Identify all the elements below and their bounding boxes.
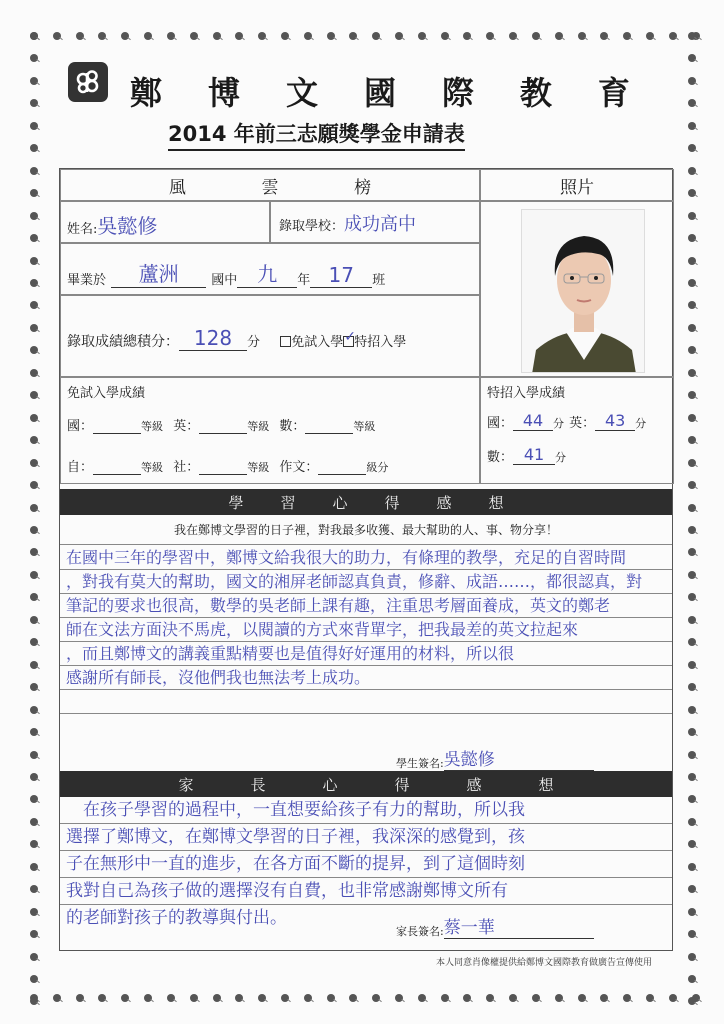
border-dot: [235, 32, 243, 40]
border-dot: [688, 885, 696, 893]
border-dot: [688, 751, 696, 759]
english-level-field[interactable]: [199, 420, 247, 434]
border-dot: [688, 840, 696, 848]
border-dot: [623, 994, 631, 1002]
border-dot: [532, 994, 540, 1002]
bar-char: 心: [322, 775, 338, 794]
parent-line: 選擇了鄭博文，在鄭博文學習的日子裡，我深深的感覺到，孩: [60, 824, 672, 851]
border-dot: [646, 994, 654, 1002]
border-dot: [395, 32, 403, 40]
border-dot: [30, 953, 38, 961]
special-admission-row-2: [487, 445, 667, 465]
border-dot: [463, 994, 471, 1002]
chinese-score-field[interactable]: 44: [513, 411, 553, 431]
border-dot: [688, 301, 696, 309]
border-dot: [30, 414, 38, 422]
border-dot: [418, 994, 426, 1002]
name-label: 姓名:: [67, 222, 98, 237]
junior-high-field[interactable]: 蘆洲: [111, 258, 206, 288]
graduation-row: [60, 243, 480, 295]
math-level-field[interactable]: [305, 420, 353, 434]
border-dot: [30, 706, 38, 714]
brand-char: 文: [285, 74, 318, 112]
border-dot: [509, 994, 517, 1002]
border-dot: [688, 930, 696, 938]
border-dot: [532, 32, 540, 40]
border-dot: [30, 638, 38, 646]
border-dot: [30, 908, 38, 916]
grade-suffix: 年: [297, 273, 311, 288]
reflection-line: ，而且鄭博文的講義重點精要也是值得好好運用的材料，所以很: [60, 642, 672, 666]
border-dot: [688, 459, 696, 467]
math-score-field[interactable]: 41: [513, 445, 555, 465]
border-dot: [600, 32, 608, 40]
border-dot: [30, 997, 38, 1005]
bar-char: 得: [394, 775, 410, 794]
border-dot: [30, 593, 38, 601]
learning-reflection-text[interactable]: [60, 546, 672, 714]
border-dot: [30, 122, 38, 130]
border-dot: [30, 257, 38, 265]
essay-level-field[interactable]: [318, 461, 366, 475]
border-dot: [30, 885, 38, 893]
border-dot: [30, 548, 38, 556]
border-dot: [688, 481, 696, 489]
border-dot: [30, 346, 38, 354]
math-label: 數：: [487, 450, 514, 465]
parent-signature-field[interactable]: 蔡一華: [444, 913, 594, 939]
border-dot: [688, 324, 696, 332]
border-dot: [395, 994, 403, 1002]
unit-label: 等級: [247, 420, 270, 433]
learning-reflection-header: [60, 489, 672, 515]
bar-char: 長: [250, 775, 266, 794]
border-dot: [30, 616, 38, 624]
bar-char: 習: [280, 493, 296, 512]
border-dot: [144, 32, 152, 40]
graduated-label: 畢業於: [67, 273, 107, 288]
border-dot: [688, 144, 696, 152]
school-value: 成功高中: [344, 214, 417, 235]
special-admission-section: [480, 377, 674, 484]
border-dot: [30, 571, 38, 579]
border-dot: [30, 144, 38, 152]
border-dot: [30, 751, 38, 759]
border-dot: [304, 32, 312, 40]
border-dot: [121, 994, 129, 1002]
title-char: 榜: [354, 177, 372, 198]
border-dot: [30, 301, 38, 309]
subject-label: 作文：: [279, 460, 319, 475]
border-dot: [53, 32, 61, 40]
border-dot: [30, 391, 38, 399]
border-dot: [688, 234, 696, 242]
border-dot: [76, 32, 84, 40]
border-dot: [327, 994, 335, 1002]
parent-reflection-text[interactable]: [60, 797, 672, 932]
border-dot: [688, 167, 696, 175]
brand-char: 育: [597, 74, 630, 112]
dotted-border-left: [30, 32, 42, 1006]
bar-char: 家: [178, 775, 194, 794]
border-dot: [688, 818, 696, 826]
section-title-cell: [60, 169, 480, 201]
border-dot: [688, 975, 696, 983]
border-dot: [372, 994, 380, 1002]
border-dot: [349, 994, 357, 1002]
border-dot: [688, 414, 696, 422]
border-dot: [688, 773, 696, 781]
dotted-border-top: [30, 32, 700, 44]
border-dot: [76, 994, 84, 1002]
border-dot: [578, 32, 586, 40]
form-title: 2014 年前三志願獎學金申請表: [168, 118, 465, 151]
border-dot: [190, 32, 198, 40]
border-dot: [646, 32, 654, 40]
border-dot: [688, 526, 696, 534]
border-dot: [30, 481, 38, 489]
bar-char: 想: [538, 775, 554, 794]
bar-char: 感: [466, 775, 482, 794]
border-dot: [688, 616, 696, 624]
border-dot: [688, 863, 696, 871]
border-dot: [258, 32, 266, 40]
english-label: 英：: [569, 416, 596, 431]
border-dot: [30, 77, 38, 85]
border-dot: [688, 661, 696, 669]
border-dot: [304, 994, 312, 1002]
student-signature-field[interactable]: 吳懿修: [444, 745, 594, 771]
border-dot: [486, 994, 494, 1002]
border-dot: [30, 728, 38, 736]
free-admission-option: 免試入學: [291, 335, 344, 350]
bar-char: 學: [228, 493, 244, 512]
border-dot: [30, 99, 38, 107]
border-dot: [688, 279, 696, 287]
border-dot: [688, 346, 696, 354]
total-score-field[interactable]: 128: [179, 326, 247, 351]
free-admission-row-1: [67, 415, 473, 434]
border-dot: [30, 324, 38, 332]
border-dot: [688, 391, 696, 399]
class-field[interactable]: 17: [310, 263, 372, 288]
bar-char: 心: [332, 493, 348, 512]
subject-label: 自：: [67, 460, 94, 475]
border-dot: [688, 32, 696, 40]
border-dot: [688, 189, 696, 197]
brand-name: [130, 68, 630, 114]
reflection-line: 師在文法方面決不馬虎，以閱讀的方式來背單字，把我最差的英文拉起來: [60, 618, 672, 642]
reflection-line: 感謝所有師長，沒他們我也無法考上成功。: [60, 666, 672, 690]
school-label: 錄取學校：: [279, 219, 345, 234]
border-dot: [30, 840, 38, 848]
unit-label: 分: [635, 417, 647, 430]
border-dot: [486, 32, 494, 40]
border-dot: [688, 504, 696, 512]
border-dot: [30, 661, 38, 669]
border-dot: [688, 795, 696, 803]
border-dot: [688, 571, 696, 579]
brand-char: 際: [441, 74, 474, 112]
unit-label: 分: [555, 451, 567, 464]
chinese-level-field[interactable]: [93, 420, 141, 434]
unit-label: 分: [553, 417, 565, 430]
brand-char: 博: [207, 74, 240, 112]
border-dot: [441, 32, 449, 40]
junior-high-suffix: 國中: [211, 273, 238, 288]
dotted-border-bottom: [30, 994, 700, 1006]
border-dot: [213, 32, 221, 40]
check-mark-icon: ✓: [344, 329, 356, 345]
class-suffix: 班: [372, 273, 386, 288]
subject-label: 國：: [67, 419, 94, 434]
border-dot: [30, 189, 38, 197]
border-dot: [167, 994, 175, 1002]
title-char: 風: [168, 177, 186, 198]
chinese-label: 國：: [487, 416, 514, 431]
border-dot: [281, 994, 289, 1002]
unit-label: 等級: [247, 461, 270, 474]
border-dot: [30, 279, 38, 287]
border-dot: [688, 436, 696, 444]
science-level-field[interactable]: [93, 461, 141, 475]
special-admission-checkbox[interactable]: [343, 329, 356, 347]
border-dot: [669, 994, 677, 1002]
english-score-field[interactable]: 43: [595, 411, 635, 431]
parent-line: 我對自己為孩子做的選擇沒有自費，也非常感謝鄭博文所有: [60, 878, 672, 905]
border-dot: [213, 994, 221, 1002]
border-dot: [688, 257, 696, 265]
border-dot: [30, 369, 38, 377]
border-dot: [688, 548, 696, 556]
border-dot: [418, 32, 426, 40]
border-dot: [688, 908, 696, 916]
parent-line: 子在無形中一直的進步，在各方面不斷的提昇，到了這個時刻: [60, 851, 672, 878]
border-dot: [281, 32, 289, 40]
unit-label: 等級: [141, 461, 164, 474]
name-field[interactable]: [60, 201, 270, 243]
parent-reflection-header: [60, 771, 672, 797]
brand-char: 教: [519, 74, 552, 112]
border-dot: [669, 32, 677, 40]
parent-signature: [396, 913, 594, 939]
school-field[interactable]: [270, 201, 480, 243]
total-score-suffix: 分: [247, 335, 261, 350]
free-admission-checkbox[interactable]: [280, 336, 291, 347]
student-signature-label: 學生簽名:: [396, 757, 444, 770]
border-dot: [30, 683, 38, 691]
border-dot: [144, 994, 152, 1002]
free-admission-section: [60, 377, 480, 484]
border-dot: [688, 997, 696, 1005]
special-admission-row-1: [487, 411, 667, 431]
border-dot: [30, 32, 38, 40]
border-dot: [30, 773, 38, 781]
border-dot: [372, 32, 380, 40]
reflection-line: 在國中三年的學習中，鄭博文給我很大的助力，有條理的教學，充足的自習時間: [60, 546, 672, 570]
name-value: 吳懿修: [97, 214, 158, 238]
border-dot: [30, 818, 38, 826]
border-dot: [30, 54, 38, 62]
border-dot: [30, 975, 38, 983]
special-admission-title: 特招入學成績: [487, 386, 566, 401]
reflection-line: [60, 690, 672, 714]
border-dot: [688, 683, 696, 691]
border-dot: [258, 994, 266, 1002]
parent-signature-label: 家長簽名:: [396, 925, 444, 938]
border-dot: [688, 593, 696, 601]
unit-label: 等級: [353, 420, 376, 433]
border-dot: [688, 638, 696, 646]
subject-label: 數：: [279, 419, 306, 434]
border-dot: [688, 77, 696, 85]
border-dot: [688, 122, 696, 130]
reflection-line: ，對我有莫大的幫助，國文的湘屏老師認真負責，修辭、成語……，都很認真，對: [60, 570, 672, 594]
border-dot: [98, 994, 106, 1002]
total-score-row: [60, 295, 480, 377]
title-char: 雲: [261, 177, 279, 198]
section-title: [61, 170, 479, 200]
border-dot: [600, 994, 608, 1002]
dotted-border-right: [688, 32, 700, 1006]
border-dot: [30, 167, 38, 175]
border-dot: [30, 436, 38, 444]
border-dot: [555, 32, 563, 40]
photo-header: 照片: [480, 169, 674, 201]
bar-char: 感: [436, 493, 452, 512]
border-dot: [30, 795, 38, 803]
grade-field[interactable]: 九: [237, 258, 297, 288]
border-dot: [53, 994, 61, 1002]
brand-char: 國: [363, 74, 396, 112]
social-level-field[interactable]: [199, 461, 247, 475]
unit-label: 等級: [141, 420, 164, 433]
application-form: [59, 168, 673, 951]
bar-char: 得: [384, 493, 400, 512]
reflection-line: 筆記的要求也很高，數學的吳老師上課有趣，注重思考層面養成，英文的鄭老: [60, 594, 672, 618]
border-dot: [688, 369, 696, 377]
border-dot: [30, 526, 38, 534]
border-dot: [688, 728, 696, 736]
border-dot: [441, 994, 449, 1002]
subject-label: 英：: [173, 419, 200, 434]
parent-line: 的老師對孩子的教導與付出。: [66, 908, 287, 928]
brand-logo-icon: [68, 62, 108, 102]
border-dot: [688, 54, 696, 62]
border-dot: [688, 212, 696, 220]
student-photo: [521, 209, 645, 373]
border-dot: [463, 32, 471, 40]
learning-prompt: 我在鄭博文學習的日子裡，對我最多收獲、最大幫助的人、事、物分享！: [60, 515, 672, 545]
border-dot: [623, 32, 631, 40]
unit-label: 級分: [366, 461, 389, 474]
border-dot: [30, 863, 38, 871]
border-dot: [30, 459, 38, 467]
total-score-label: 錄取成績總積分：: [67, 334, 179, 350]
border-dot: [30, 212, 38, 220]
portrait-consent-note: 本人同意肖像權提供給鄭博文國際教育做廣告宣傳使用: [436, 958, 653, 968]
border-dot: [327, 32, 335, 40]
border-dot: [30, 930, 38, 938]
border-dot: [30, 234, 38, 242]
parent-line: 在孩子學習的過程中，一直想要給孩子有力的幫助，所以我: [60, 797, 672, 824]
border-dot: [235, 994, 243, 1002]
border-dot: [509, 32, 517, 40]
photo-cell: [480, 201, 674, 377]
border-dot: [555, 994, 563, 1002]
border-dot: [167, 32, 175, 40]
border-dot: [349, 32, 357, 40]
free-admission-row-2: [67, 456, 473, 475]
special-admission-option: 特招入學: [354, 335, 407, 350]
subject-label: 社：: [173, 460, 200, 475]
border-dot: [30, 504, 38, 512]
border-dot: [688, 953, 696, 961]
border-dot: [98, 32, 106, 40]
brand-char: 鄭: [130, 74, 163, 112]
border-dot: [578, 994, 586, 1002]
student-signature: [396, 745, 594, 771]
border-dot: [121, 32, 129, 40]
free-admission-title: 免試入學成績: [67, 386, 146, 401]
border-dot: [688, 706, 696, 714]
border-dot: [190, 994, 198, 1002]
border-dot: [688, 99, 696, 107]
bar-char: 想: [488, 493, 504, 512]
